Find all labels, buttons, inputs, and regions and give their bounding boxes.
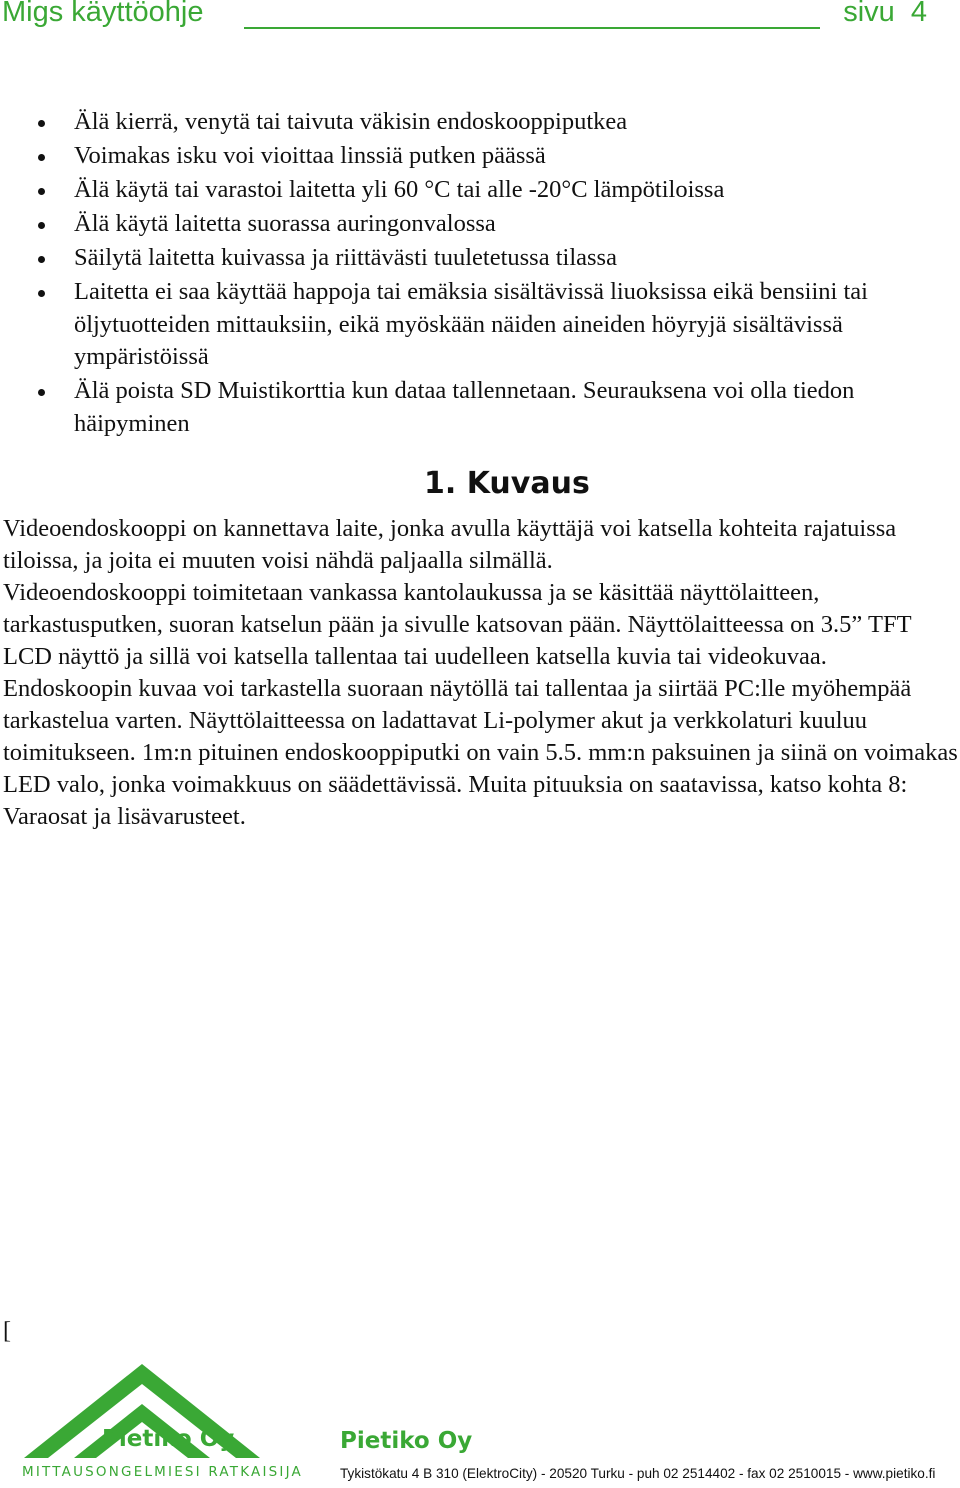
stray-bracket: [ (3, 1318, 11, 1344)
list-item-text: Säilytä laitetta kuivassa ja riittävästi tuuletetussa tilassa (74, 244, 617, 271)
list-item-text: Laitetta ei saa käyttää happoja tai emäksia sisältävissä liuoksissa eikä bensiini tai öljytuotteiden mittauksiin, eikä myöskään näiden aineiden höyryjä sisältävissä ympäristöissä (74, 278, 868, 370)
bullet-icon (38, 222, 45, 229)
bullet-icon (38, 256, 45, 263)
list-item-text: Älä käytä tai varastoi laitetta yli 60 °C tai alle -20°C lämpötiloissa (74, 176, 725, 203)
list-item (0, 140, 950, 173)
bullet-icon (38, 120, 45, 127)
company-logo (22, 1362, 303, 1482)
bullet-icon (38, 290, 45, 297)
list-item-text: Älä poista SD Muistikorttia kun dataa tallennetaan. Seurauksena voi olla tiedon häipyminen (74, 377, 855, 437)
list-item-text: Älä kierrä, venytä tai taivuta väkisin endoskooppiputkea (74, 108, 628, 135)
paragraph: Endoskoopin kuvaa voi tarkastella suoraan näytöllä tai tallentaa ja siirtää PC:lle myöhempää tarkastelua varten. Näyttölaitteessa on ladattavat Li-polymer akut ja verkkolaturi kuuluu toimitukseen. 1m:n pituinen endoskooppiputki on vain 5.5. mm:n paksuinen ja siinä on voimakas LED valo, jonka voimakkuus on säädettävissä. Muita pituuksia on saatavissa, katso kohta 8: Varaosat ja lisävarusteet. (3, 675, 958, 830)
paragraph: Videoendoskooppi on kannettava laite, jonka avulla käyttäjä voi katsella kohteita rajatuissa tiloissa, ja joita ei muuten voisi nähdä paljaalla silmällä. (3, 515, 897, 574)
header-rule (244, 27, 820, 29)
footer-company-name: Pietiko Oy (340, 1428, 473, 1454)
list-item (0, 106, 950, 139)
list-item (0, 174, 950, 207)
precautions-list (0, 106, 950, 442)
bullet-icon (38, 188, 45, 195)
footer-address: Tykistökatu 4 B 310 (ElektroCity) - 20520 Turku - puh 02 2514402 - fax 02 2510015 - www.pietiko.fi (340, 1466, 936, 1481)
section-heading: 1. Kuvaus (424, 466, 590, 501)
list-item (0, 242, 950, 275)
page-number: sivu 4 (843, 0, 927, 28)
list-item-text: Voimakas isku voi vioittaa linssiä putken päässä (74, 142, 546, 169)
logo-brand-name: Pietiko Oy (102, 1426, 235, 1452)
logo-tagline: MITTAUSONGELMIESI RATKAISIJA (22, 1464, 303, 1480)
bullet-icon (38, 154, 45, 161)
list-item (0, 208, 950, 241)
description-body (3, 513, 958, 833)
paragraph: Videoendoskooppi toimitetaan vankassa kantolaukussa ja se käsittää näyttölaitteen, tarkastusputken, suoran katselun pään ja sivulle katsovan pään. Näyttölaitteessa on 3.5” TFT LCD näyttö ja sillä voi katsella tallentaa tai uudelleen katsella kuvia tai videokuvaa. (3, 579, 912, 670)
bullet-icon (38, 389, 45, 396)
list-item (0, 276, 950, 374)
list-item-text: Älä käytä laitetta suorassa auringonvalossa (74, 210, 496, 237)
document-title: Migs käyttöohje (2, 0, 204, 28)
list-item (0, 375, 950, 440)
page-header (0, 0, 935, 34)
